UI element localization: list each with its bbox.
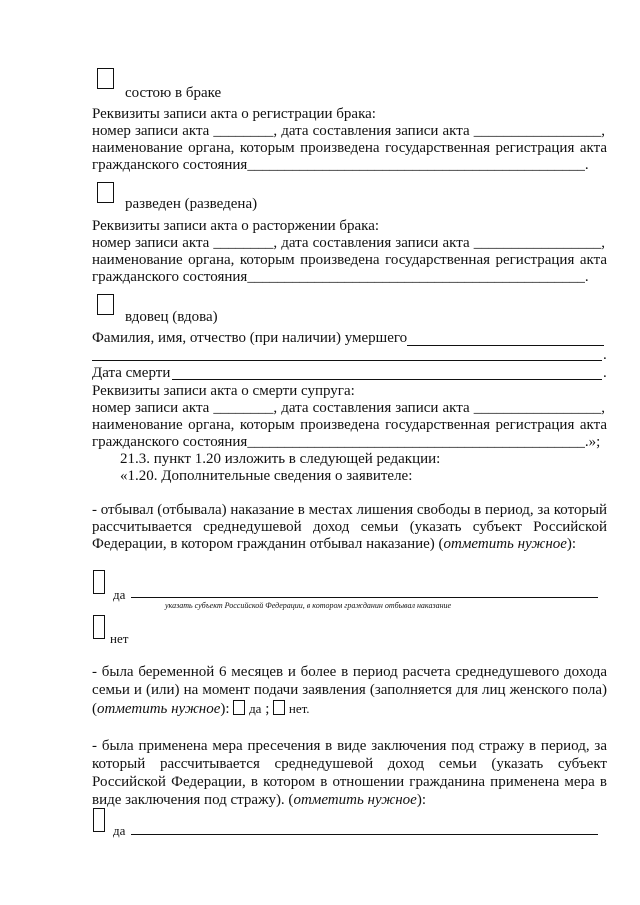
pregnant-line3 [92, 700, 310, 718]
served-mark-hint: отметить нужное [443, 536, 567, 552]
divorced-line2: наименование органа, которым произведена государственная регистрация акта [92, 252, 607, 268]
pregnant-line2: семьи и (или) на момент подачи заявления (заполняется для лиц женского пола) [92, 682, 607, 698]
served-line3 [92, 536, 576, 553]
custody-line3: Российской Федерации, в котором в отношении гражданина применена мера в [92, 774, 607, 790]
married-option-label: состою в браке [125, 85, 222, 101]
widowed-line1: номер записи акта ________, дата составления записи акта _________________, [92, 400, 605, 416]
pregnant-no-checkbox[interactable] [273, 700, 285, 715]
custody-line1: - была применена мера пресечения в виде заключения под стражу в период, за [92, 738, 607, 754]
widowed-line3: гражданского состояния_____________________________________________.»; [92, 434, 601, 450]
widowed-checkbox[interactable] [97, 294, 114, 315]
widowed-option-label: вдовец (вдова) [125, 309, 218, 325]
served-region-field[interactable] [131, 597, 598, 598]
custody-yes-checkbox[interactable] [93, 808, 105, 832]
divorced-line3: гражданского состояния_____________________________________________. [92, 269, 589, 285]
death-date-field[interactable] [172, 379, 602, 380]
amendment-heading: «1.20. Дополнительные сведения о заявителе: [120, 468, 413, 484]
custody-line4-suffix: ): [416, 792, 426, 808]
custody-region-field[interactable] [131, 834, 598, 835]
widowed-title: Реквизиты записи акта о смерти супруга: [92, 383, 355, 399]
custody-line2: который рассчитывается среднедушевой доход семьи (указать субъект [92, 756, 607, 772]
amendment-point: 21.3. пункт 1.20 изложить в следующей редакции: [120, 451, 441, 467]
pregnant-line3-prefix: ( [92, 701, 97, 717]
death-date-end: . [603, 365, 607, 381]
pregnant-line1: - была беременной 6 месяцев и более в период расчета среднедушевого дохода [92, 664, 607, 680]
served-line1: - отбывал (отбывала) наказание в местах лишения свободы в период, за который [92, 502, 608, 518]
married-line2: наименование органа, которым произведена государственная регистрация акта [92, 140, 607, 156]
custody-line4-prefix: виде заключения под стражу). ( [92, 792, 294, 808]
death-date-label: Дата смерти [92, 365, 171, 381]
deceased-name-field-cont[interactable] [92, 360, 602, 361]
married-title: Реквизиты записи акта о регистрации брака: [92, 106, 376, 122]
divorced-title: Реквизиты записи акта о расторжении брака: [92, 218, 380, 234]
deceased-name-field[interactable] [407, 345, 604, 346]
served-no-checkbox[interactable] [93, 615, 105, 639]
deceased-name-label: Фамилия, имя, отчество (при наличии) умершего [92, 330, 408, 346]
deceased-name-end: . [603, 347, 607, 363]
pregnant-no-label: нет. [288, 701, 310, 716]
divorced-option-label: разведен (разведена) [125, 196, 258, 212]
served-line3-suffix: ): [566, 536, 577, 552]
pregnant-line3-mid: ): [220, 701, 234, 717]
served-region-caption: указать субъект Российской Федерации, в котором гражданин отбывал наказание [165, 601, 452, 610]
pregnant-yes-label: да [249, 701, 262, 716]
pregnant-yes-checkbox[interactable] [233, 700, 245, 715]
widowed-line2: наименование органа, которым произведена государственная регистрация акта [92, 417, 607, 433]
served-line3-prefix: Федерации, в котором гражданин отбывал наказание) ( [92, 536, 444, 552]
divorced-checkbox[interactable] [97, 182, 114, 203]
married-line3: гражданского состояния_____________________________________________. [92, 157, 589, 173]
custody-line4 [92, 792, 426, 809]
custody-mark-hint: отметить нужное [293, 792, 417, 808]
served-line2: рассчитывается среднедушевой доход семьи (указать субъект Российской [92, 519, 607, 535]
married-checkbox[interactable] [97, 68, 114, 89]
served-yes-label: да [113, 587, 126, 602]
pregnant-sep: ; [261, 701, 274, 717]
served-no-label: нет [110, 631, 129, 646]
custody-yes-label: да [113, 823, 126, 838]
pregnant-mark-hint: отметить нужное [97, 701, 221, 717]
served-yes-checkbox[interactable] [93, 570, 105, 594]
married-line1: номер записи акта ________, дата составления записи акта _________________, [92, 123, 605, 139]
divorced-line1: номер записи акта ________, дата составления записи акта _________________, [92, 235, 605, 251]
